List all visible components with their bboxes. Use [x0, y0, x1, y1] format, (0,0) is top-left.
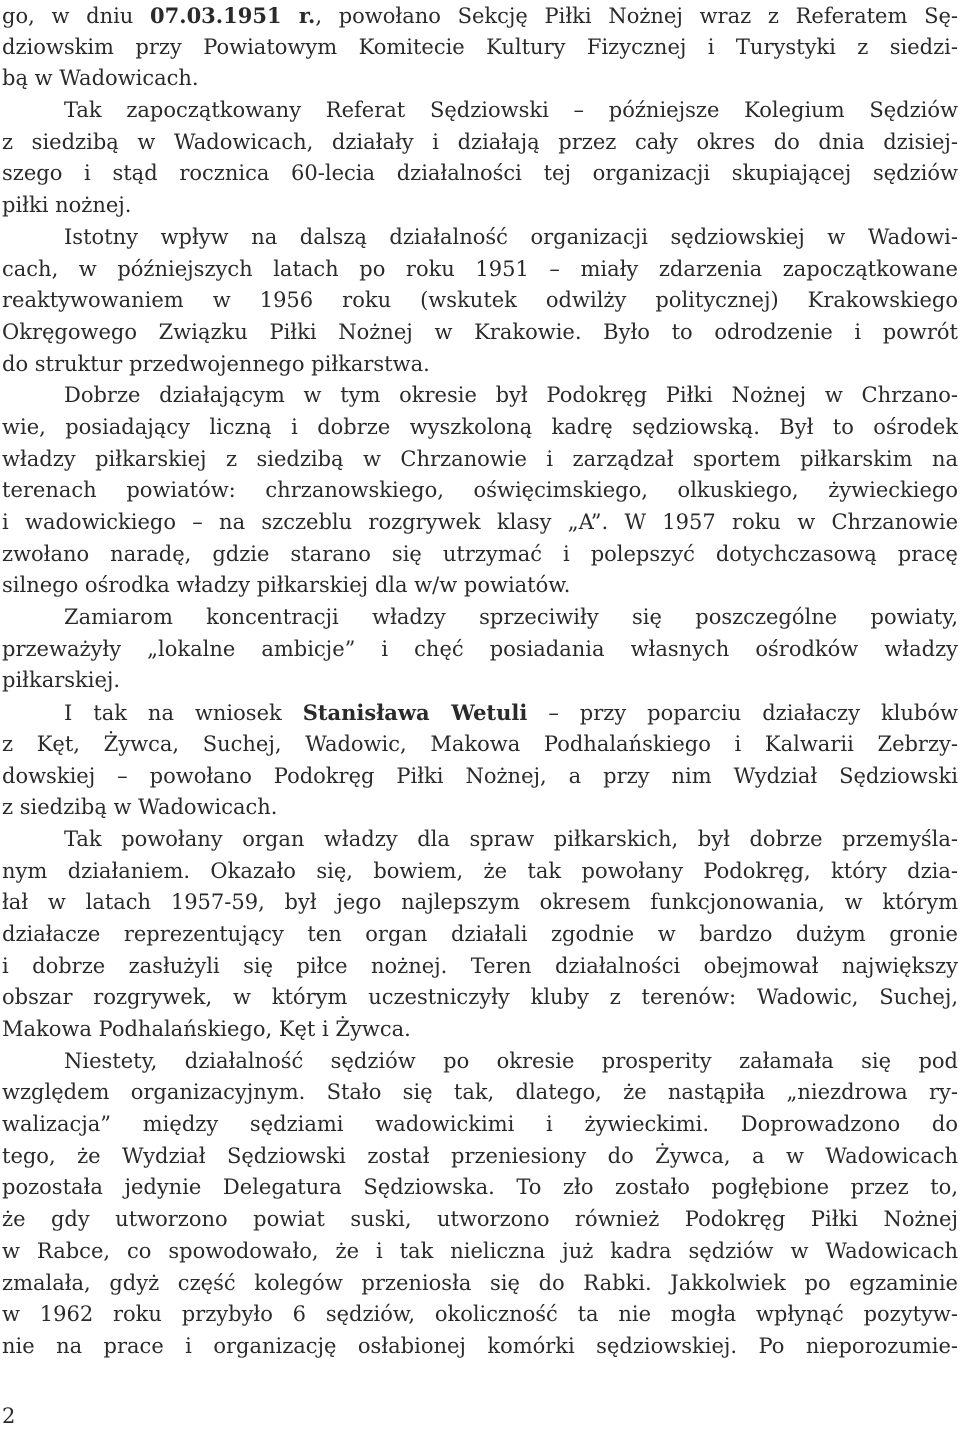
text-line: działacze reprezentujący ten organ działali zgodnie w bardzo dużym gronie: [2, 921, 958, 946]
text-line: Okręgowego Związku Piłki Nożnej w Krakowie. Było to odrodzenie i powrót: [2, 319, 958, 344]
text-line: szego i stąd rocznica 60-lecia działalności tej organizacji skupiającej sędziów: [2, 161, 958, 186]
text-line: i wadowickiego – na szczeblu rozgrywek klasy „A”. W 1957 roku w Chrzanowie: [2, 510, 958, 534]
text-line: w Rabce, co spowodowało, że i tak nieliczna już kadra sędziów w Wadowicach: [2, 1238, 958, 1263]
text-line: Makowa Podhalańskiego, Kęt i Żywca.: [2, 1017, 411, 1041]
paragraph-first-line: Tak zapoczątkowany Referat Sędziowski – późniejsze Kolegium Sędziów: [64, 98, 958, 123]
text-line: do struktur przedwojennego piłkarstwa.: [2, 351, 430, 376]
text-line: z Kęt, Żywca, Suchej, Wadowic, Makowa Podhalańskiego i Kalwarii Zebrzy-: [2, 731, 958, 756]
text-line: tego, że Wydział Sędziowski został przeniesiony do Żywca, a w Wadowicach: [2, 1143, 958, 1168]
text-span: I tak na wniosek: [64, 701, 303, 726]
paragraph-first-line: Niestety, działalność sędziów po okresie prosperity załamała się pod: [64, 1048, 958, 1073]
paragraph-first-line: Tak powołany organ władzy dla spraw piłkarskich, był dobrze przemyśla-: [64, 826, 958, 851]
text-line: dowskiej – powołano Podokręg Piłki Nożnej, a przy nim Wydział Sędziowski: [2, 763, 958, 788]
text-line: zmalała, gdyż część kolegów przeniosła się do Rabki. Jakkolwiek po egzaminie: [2, 1270, 958, 1295]
text-line: walizacja” między sędziami wadowickimi i żywieckimi. Doprowadzono do: [2, 1112, 958, 1137]
text-line: przeważyły „lokalne ambicje” i chęć posiadania własnych ośrodków władzy: [2, 636, 958, 661]
text-line: zwołano naradę, gdzie starano się utrzymać i polepszyć dotychczasową pracę: [2, 541, 958, 566]
text-line: obszar rozgrywek, w którym uczestniczyły kluby z terenów: Wadowic, Suchej,: [2, 985, 958, 1010]
text-line: bą w Wadowicach.: [2, 66, 199, 91]
text-line: [2, 0, 958, 32]
text-span: – przy poparciu działaczy klubów: [527, 701, 958, 726]
bold-person-name: Stanisława Wetuli: [302, 700, 528, 726]
text-line: łał w latach 1957-59, był jego najlepszym okresem funkcjonowania, w którym: [2, 890, 958, 915]
text-line: nie na prace i organizację osłabionej komórki sędziowskiej. Po nieporozumie-: [2, 1333, 958, 1358]
bold-date: 07.03.1951 r.: [150, 3, 316, 28]
text-line: względem organizacyjnym. Stało się tak, dlatego, że nastąpiła „niezdrowa ry-: [2, 1080, 958, 1105]
text-line: z siedzibą w Wadowicach.: [2, 795, 278, 820]
text-line: w 1962 roku przybyło 6 sędziów, okoliczność ta nie mogła wpłynąć pozytyw-: [2, 1302, 958, 1327]
text-span: , powołano Sekcję Piłki Nożnej wraz z Referatem Sę-: [315, 4, 958, 28]
paragraph-first-line: Zamiarom koncentracji władzy sprzeciwiły się poszczególne powiaty,: [64, 605, 958, 630]
paragraph-first-line: [2, 697, 958, 729]
paragraph-first-line: Dobrze działającym w tym okresie był Podokręg Piłki Nożnej w Chrzano-: [64, 383, 958, 408]
text-line: reaktywowaniem w 1956 roku (wskutek odwilży politycznej) Krakowskiego: [2, 288, 958, 313]
text-line: terenach powiatów: chrzanowskiego, oświęcimskiego, olkuskiego, żywieckiego: [2, 478, 958, 503]
text-line: pozostała jedynie Delegatura Sędziowska. To zło zostało pogłębione przez to,: [2, 1175, 958, 1200]
text-line: wie, posiadający liczną i dobrze wyszkoloną kadrę sędziowską. Był to ośrodek: [2, 414, 958, 439]
text-line: dziowskim przy Powiatowym Komitecie Kultury Fizycznej i Turystyki z siedzi-: [2, 34, 958, 59]
paragraph-first-line: Istotny wpływ na dalszą działalność organizacji sędziowskiej w Wadowi-: [64, 224, 958, 249]
body-text: [2, 0, 958, 1363]
text-line: piłki nożnej.: [2, 193, 132, 218]
page-number: 2: [2, 1404, 16, 1428]
text-line: i dobrze zasłużyli się piłce nożnej. Teren działalności obejmował największy: [2, 953, 958, 978]
text-line: nym działaniem. Okazało się, bowiem, że tak powołany Podokręg, który dzia-: [2, 858, 958, 883]
text-line: z siedzibą w Wadowicach, działały i działają przez cały okres do dnia dzisiej-: [2, 129, 958, 154]
text-span: go, w dniu: [2, 4, 151, 28]
text-line: piłkarskiej.: [2, 668, 121, 693]
text-line: silnego ośrodka władzy piłkarskiej dla w/w powiatów.: [2, 573, 571, 598]
text-line: cach, w późniejszych latach po roku 1951 – miały zdarzenia zapoczątkowane: [2, 256, 958, 281]
text-line: władzy piłkarskiej z siedzibą w Chrzanowie i zarządzał sportem piłkarskim na: [2, 446, 958, 471]
text-line: że gdy utworzono powiat suski, utworzono również Podokręg Piłki Nożnej: [2, 1207, 958, 1232]
